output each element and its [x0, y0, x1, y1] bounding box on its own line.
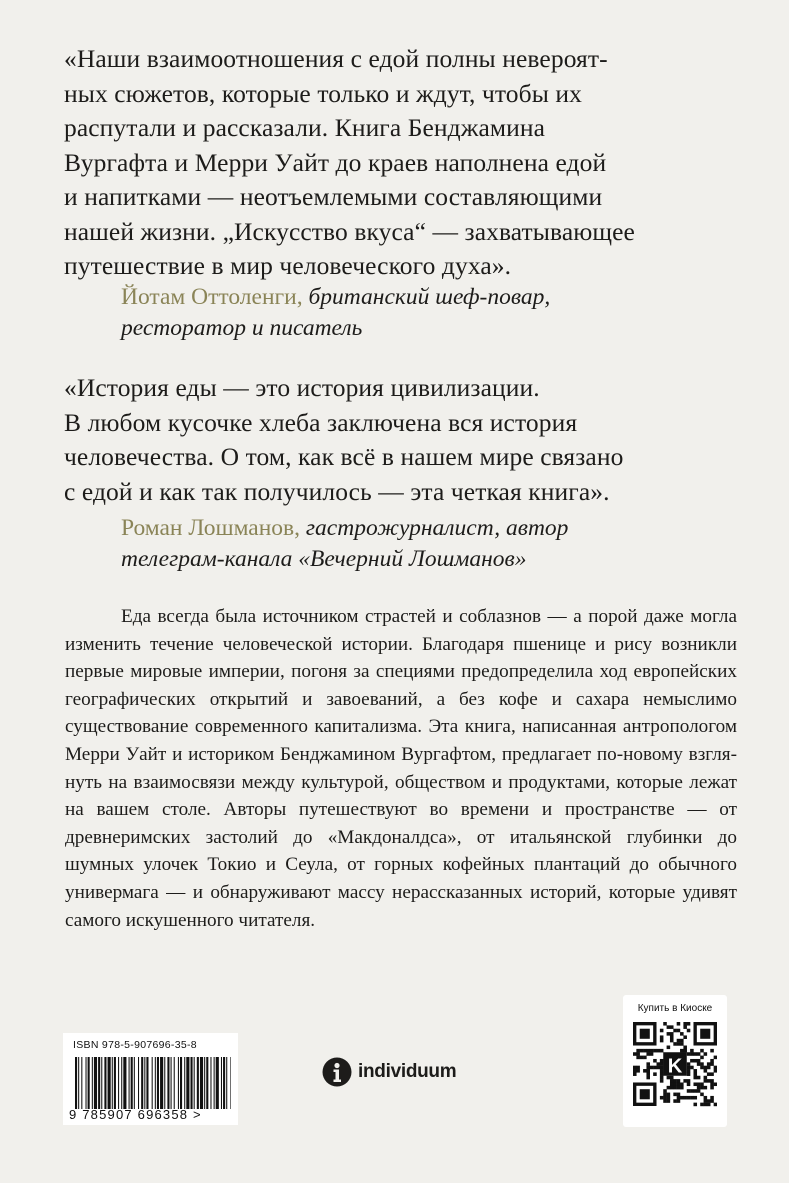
author-name: Йотам Оттоленги, — [121, 284, 303, 310]
svg-text:K: K — [667, 1055, 683, 1078]
quote-loshmanov — [64, 371, 744, 509]
author-name: Роман Лошманов, — [121, 515, 301, 541]
quote-ottolenghi — [64, 42, 744, 284]
author-role: гастрожурналист, автор — [300, 515, 569, 541]
author-role-continued: телеграм-канала «Вечерний Лошманов» — [121, 546, 527, 572]
quote-attribution — [121, 513, 741, 575]
publisher-logo-icon — [322, 1057, 352, 1087]
isbn-number: ISBN 978-5-907696-35-8 — [73, 1039, 197, 1051]
author-role: британский шеф-повар, — [302, 284, 551, 310]
quote-line: с едой и как так получилось — эта четкая книга». — [64, 476, 610, 506]
isbn-barcode — [63, 1033, 238, 1125]
qr-label: Купить в Киоске — [637, 1003, 713, 1014]
quote-line: «История еды — это история цивилизации. — [64, 373, 540, 402]
book-description — [65, 603, 737, 934]
quote-line: распутали и рассказали. Книга Бенджамина — [64, 113, 546, 142]
quote-line: ных сюжетов, которые только и ждут, чтобы их — [64, 78, 583, 108]
qr-code-icon[interactable] — [633, 1022, 717, 1116]
publisher-mark — [322, 1052, 456, 1092]
quote-line: и напитками — неотъемлемыми составляющими — [64, 182, 603, 211]
quote-line: Вургафта и Мерри Уайт до краев наполнена едой — [64, 147, 607, 177]
barcode-digits: 9 785907 696358 > — [69, 1107, 202, 1122]
attribution-line-1 — [121, 282, 741, 313]
author-role-continued: ресторатор и писатель — [121, 315, 363, 341]
qr-code-block[interactable] — [623, 995, 727, 1127]
attribution-line-1 — [121, 513, 741, 544]
quote-line: нашей жизни. „Искусство вкуса“ — захватывающее — [64, 216, 635, 246]
publisher-name: individuum — [358, 1061, 457, 1082]
quote-line: человечества. О том, как всё в нашем мире связано — [64, 442, 624, 471]
barcode-bars-icon — [75, 1057, 231, 1109]
quote-line: В любом кусочке хлеба заключена вся история — [64, 407, 578, 437]
quote-attribution — [121, 282, 741, 344]
quote-line: путешествие в мир человеческого духа». — [64, 251, 512, 280]
quote-line: «Наши взаимоотношения с едой полны невероят- — [64, 44, 608, 73]
description-paragraph: Еда всегда была источником страстей и соблазнов — а порой даже могла изменить течение человеческой истории. Благодаря пшенице и рису возникли первые мировые империи, погоня за специями предопределила ход европейских географических открытий и завоеваний, а без кофе и сахара немыслимо существование современного капитализма. Эта книга, написанная антропологом Мерри Уайт и историком Бенджамином Вургафтом, предлагает по-новому взглянуть на взаимосвязи между культурой, обществом и продуктами, которые лежат на вашем столе. Авторы путешествуют во времени и пространстве — от древнеримских застолий до «Макдоналдса», от итальянской глубинки до шумных улочек Токио и Сеула, от горных кофейных плантаций до обычного универмага — и обнаруживают массу нерассказанных историй, которые удивят самого искушенного читателя. — [65, 606, 737, 931]
